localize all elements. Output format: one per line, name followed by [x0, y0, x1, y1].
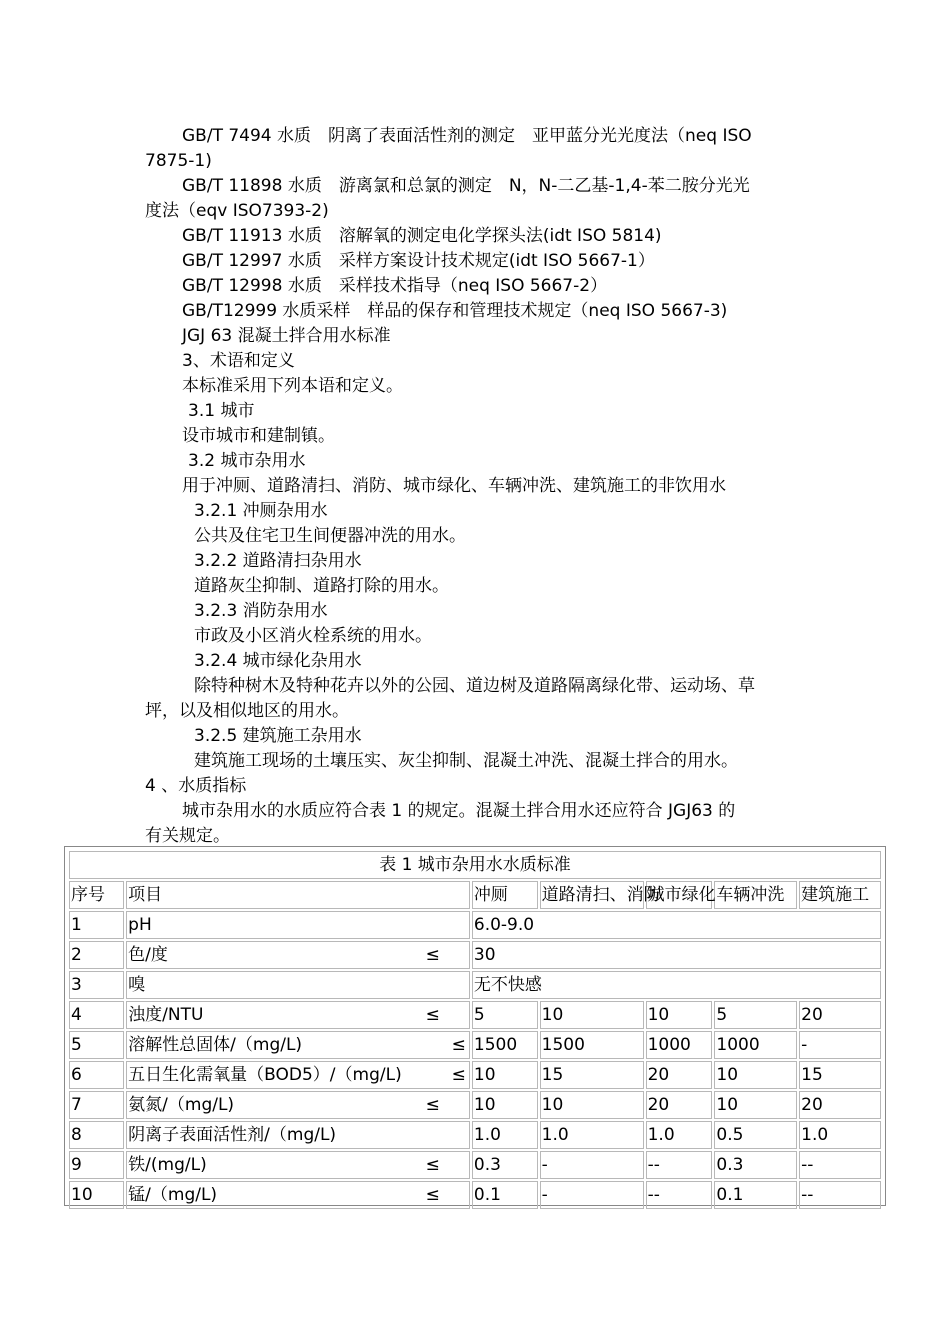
item-cell	[126, 971, 470, 999]
text-line: GB/T 11898 水质 游离氯和总氯的测定 N，N-二乙基-1,4-苯二胺分光光	[182, 176, 750, 196]
item-label: 嗅	[128, 975, 146, 995]
term-heading: 3.1 城市	[188, 401, 255, 421]
value-cell: --	[799, 1181, 881, 1209]
value-cell: 10	[540, 1001, 644, 1029]
table-header-row	[69, 881, 881, 909]
term-heading: 3.2.1 冲厕杂用水	[194, 501, 328, 521]
table-row	[69, 911, 881, 939]
limit-mark: ≤	[451, 1065, 466, 1085]
term-definition: 用于冲厕、道路清扫、消防、城市绿化、车辆冲洗、建筑施工的非饮用水	[182, 476, 726, 496]
value-cell-merged: 30	[472, 941, 881, 969]
value-cell-merged: 6.0-9.0	[472, 911, 881, 939]
value-cell: 1500	[472, 1031, 538, 1059]
value-cell: 10	[472, 1091, 538, 1119]
value-cell: --	[799, 1151, 881, 1179]
row-number-cell: 5	[69, 1031, 124, 1059]
value-cell: 20	[646, 1091, 713, 1119]
value-cell: 0.3	[472, 1151, 538, 1179]
text-line: 城市杂用水的水质应符合表 1 的规定。混凝土拌合用水还应符合 JGJ63 的	[182, 801, 736, 821]
value-cell-merged: 无不快感	[472, 971, 881, 999]
value-cell: 10	[472, 1061, 538, 1089]
item-cell	[126, 1181, 470, 1209]
value-cell: 0.1	[472, 1181, 538, 1209]
item-cell	[126, 1121, 470, 1149]
term-definition: 坪，以及相似地区的用水。	[145, 701, 349, 721]
term-heading: 3.2 城市杂用水	[188, 451, 306, 471]
text-line: 度法（eqv ISO7393-2)	[145, 201, 329, 221]
row-number-cell: 3	[69, 971, 124, 999]
item-cell	[126, 941, 470, 969]
row-number-cell: 8	[69, 1121, 124, 1149]
term-definition: 除特种树木及特种花卉以外的公园、道边树及道路隔离绿化带、运动场、草	[194, 676, 755, 696]
value-cell: 20	[799, 1001, 881, 1029]
value-cell: 1.0	[540, 1121, 644, 1149]
text-line: GB/T 7494 水质 阴离了表面活性剂的测定 亚甲蓝分光光度法（neq ISO	[182, 126, 752, 146]
column-header: 序号	[69, 881, 124, 909]
text-line: JGJ 63 混凝土拌合用水标准	[182, 326, 391, 346]
value-cell: 1000	[714, 1031, 797, 1059]
value-cell: 1.0	[799, 1121, 881, 1149]
value-cell: 10	[540, 1091, 644, 1119]
limit-mark: ≤	[425, 1005, 440, 1025]
value-cell: 1000	[646, 1031, 713, 1059]
item-cell	[126, 1001, 470, 1029]
column-header: 车辆冲洗	[714, 881, 797, 909]
item-label: 色/度	[128, 945, 168, 965]
text-line: 7875-1)	[145, 151, 212, 171]
table-caption-row	[69, 851, 881, 879]
value-cell: 15	[540, 1061, 644, 1089]
item-cell	[126, 911, 470, 939]
term-definition: 建筑施工现场的土壤压实、灰尘抑制、混凝土冲洗、混凝土拌合的用水。	[194, 751, 738, 771]
section-heading: 3、术语和定义	[182, 351, 295, 371]
row-number-cell: 9	[69, 1151, 124, 1179]
value-cell: --	[646, 1151, 713, 1179]
column-header: 道路清扫、消防	[540, 881, 644, 909]
term-heading: 3.2.2 道路清扫杂用水	[194, 551, 362, 571]
value-cell: 20	[799, 1091, 881, 1119]
value-cell: 1.0	[472, 1121, 538, 1149]
term-heading: 3.2.5 建筑施工杂用水	[194, 726, 362, 746]
table-row	[69, 1151, 881, 1179]
row-number-cell: 6	[69, 1061, 124, 1089]
limit-mark: ≤	[451, 1035, 466, 1055]
value-cell: 15	[799, 1061, 881, 1089]
item-cell	[126, 1151, 470, 1179]
item-label: 锰/（mg/L)	[128, 1185, 218, 1205]
term-definition: 公共及住宅卫生间便器冲洗的用水。	[194, 526, 466, 546]
column-header: 建筑施工	[799, 881, 881, 909]
water-quality-grid	[67, 849, 883, 1211]
table-row	[69, 1001, 881, 1029]
value-cell: -	[540, 1181, 644, 1209]
value-cell: -	[799, 1031, 881, 1059]
value-cell: 1500	[540, 1031, 644, 1059]
value-cell: 5	[714, 1001, 797, 1029]
table-row	[69, 941, 881, 969]
table-caption: 表 1 城市杂用水水质标准	[69, 851, 881, 879]
item-label: pH	[128, 915, 152, 935]
term-heading: 3.2.3 消防杂用水	[194, 601, 328, 621]
row-number-cell: 2	[69, 941, 124, 969]
text-line: GB/T 12997 水质 采样方案设计技术规定(idt ISO 5667-1）	[182, 251, 655, 271]
limit-mark: ≤	[425, 1155, 440, 1175]
item-label: 五日生化需氧量（BOD5）/（mg/L)	[128, 1065, 402, 1085]
value-cell: --	[646, 1181, 713, 1209]
limit-mark: ≤	[425, 1095, 440, 1115]
value-cell: 5	[472, 1001, 538, 1029]
table-row	[69, 1031, 881, 1059]
table-row	[69, 1091, 881, 1119]
value-cell: 10	[714, 1091, 797, 1119]
limit-mark: ≤	[425, 945, 440, 965]
section-heading: 4 、水质指标	[145, 776, 247, 796]
value-cell: 1.0	[646, 1121, 713, 1149]
water-quality-table	[64, 846, 886, 1206]
item-label: 溶解性总固体/（mg/L)	[128, 1035, 303, 1055]
value-cell: 20	[646, 1061, 713, 1089]
row-number-cell: 4	[69, 1001, 124, 1029]
value-cell: 0.3	[714, 1151, 797, 1179]
text-line: GB/T 12998 水质 采样技术指导（neq ISO 5667-2）	[182, 276, 608, 296]
text-line: 有关规定。	[145, 826, 230, 846]
row-number-cell: 1	[69, 911, 124, 939]
item-label: 阴离子表面活性剂/（mg/L)	[128, 1125, 337, 1145]
value-cell: 10	[646, 1001, 713, 1029]
column-header: 冲厕	[472, 881, 538, 909]
value-cell: -	[540, 1151, 644, 1179]
column-header: 项目	[126, 881, 470, 909]
term-definition: 市政及小区消火栓系统的用水。	[194, 626, 432, 646]
table-row	[69, 971, 881, 999]
table-row	[69, 1061, 881, 1089]
term-heading: 3.2.4 城市绿化杂用水	[194, 651, 362, 671]
text-line: GB/T 11913 水质 溶解氧的测定电化学探头法(idt ISO 5814)	[182, 226, 662, 246]
item-cell	[126, 1061, 470, 1089]
item-cell	[126, 1091, 470, 1119]
item-label: 浊度/NTU	[128, 1005, 204, 1025]
table-row	[69, 1181, 881, 1209]
table-row	[69, 1121, 881, 1149]
item-cell	[126, 1031, 470, 1059]
value-cell: 0.1	[714, 1181, 797, 1209]
item-label: 氨氮/（mg/L)	[128, 1095, 235, 1115]
text-line: 本标准采用下列本语和定义。	[182, 376, 403, 396]
item-label: 铁/(mg/L)	[128, 1155, 207, 1175]
limit-mark: ≤	[425, 1185, 440, 1205]
value-cell: 0.5	[714, 1121, 797, 1149]
term-definition: 道路灰尘抑制、道路打除的用水。	[194, 576, 449, 596]
row-number-cell: 10	[69, 1181, 124, 1209]
term-definition: 设市城市和建制镇。	[182, 426, 335, 446]
row-number-cell: 7	[69, 1091, 124, 1119]
text-line: GB/T12999 水质采样 样品的保存和管理技术规定（neq ISO 5667-3)	[182, 301, 728, 321]
column-header: 城市绿化	[646, 881, 713, 909]
value-cell: 10	[714, 1061, 797, 1089]
